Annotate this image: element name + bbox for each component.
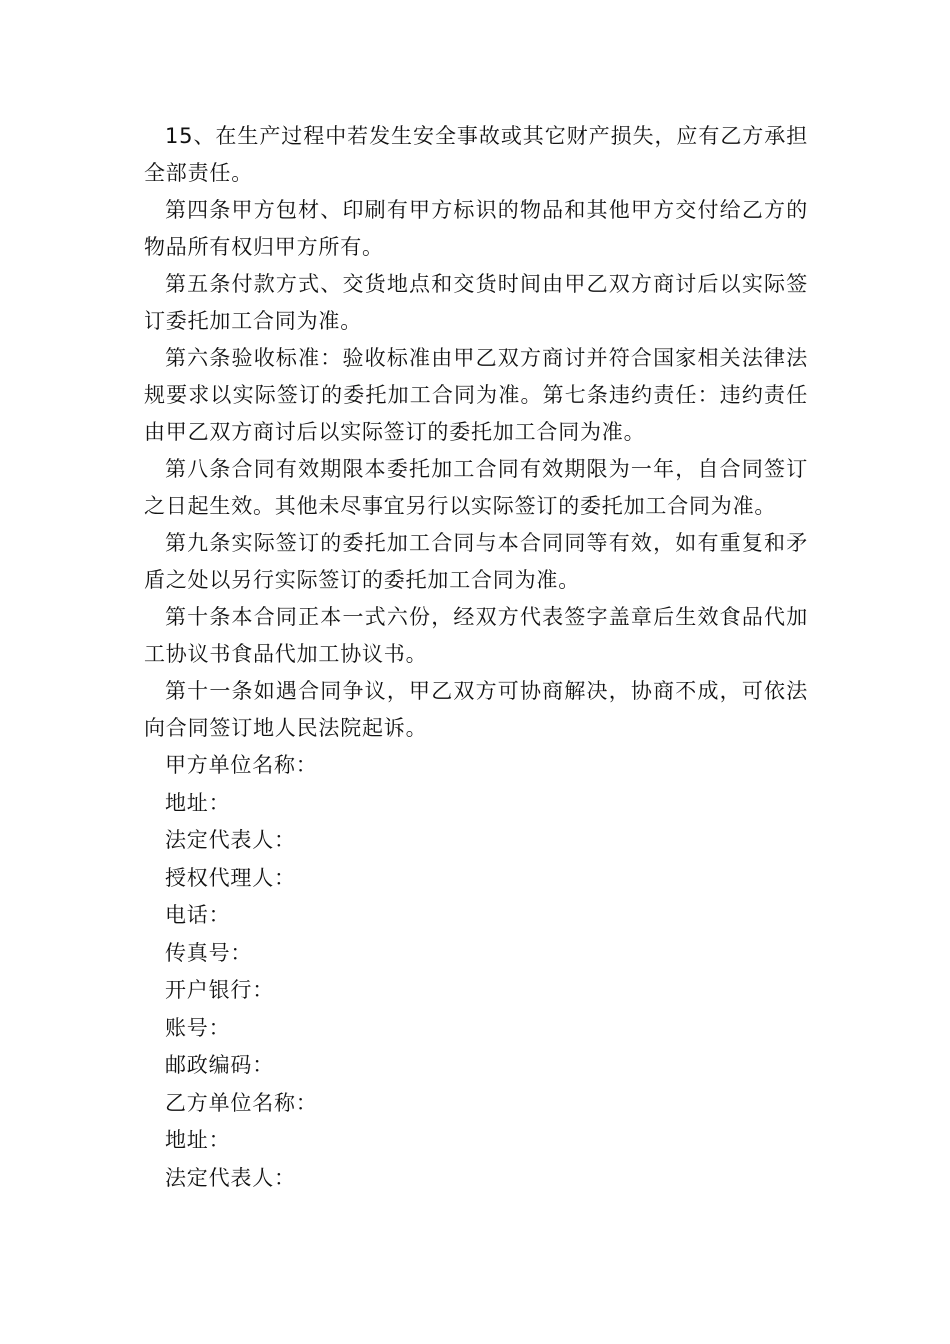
party-a-account-field: 账号： — [165, 1015, 231, 1040]
party-a-fax-field: 传真号： — [165, 940, 253, 965]
article-5-paragraph: 第五条付款方式、交货地点和交货时间由甲乙双方商讨后以实际签订委托加工合同为准。 — [144, 272, 808, 333]
party-a-legal-rep-field: 法定代表人： — [165, 828, 296, 852]
party-a-postcode-field: 邮政编码： — [165, 1053, 274, 1077]
article-4-paragraph: 第四条甲方包材、印刷有甲方标识的物品和其他甲方交付给乙方的物品所有权归甲方所有。 — [144, 198, 808, 259]
article-6-7-paragraph: 第六条验收标准：验收标准由甲乙双方商讨并符合国家相关法律法规要求以实际签订的委托加工合同为准。第七条违约责任：违约责任由甲乙双方商讨后以实际签订的委托加工合同为准。 — [144, 346, 808, 444]
document-body — [144, 118, 808, 1197]
article-8-paragraph: 第八条合同有效期限本委托加工合同有效期限为一年，自合同签订之日起生效。其他未尽事宜另行以实际签订的委托加工合同为准。 — [144, 457, 808, 518]
party-b-name-field: 乙方单位名称： — [165, 1090, 318, 1115]
clause-15-paragraph: 15、在生产过程中若发生安全事故或其它财产损失，应有乙方承担全部责任。 — [144, 124, 808, 185]
party-a-phone-field: 电话： — [165, 903, 231, 927]
article-9-paragraph: 第九条实际签订的委托加工合同与本合同同等有效，如有重复和矛盾之处以另行实际签订的委托加工合同为准。 — [144, 531, 808, 592]
party-a-agent-field: 授权代理人： — [165, 865, 296, 890]
article-10-paragraph: 第十条本合同正本一式六份，经双方代表签字盖章后生效食品代加工协议书食品代加工协议书。 — [144, 605, 808, 666]
party-b-legal-rep-field: 法定代表人： — [165, 1165, 296, 1190]
party-a-address-field: 地址： — [165, 790, 231, 815]
party-a-name-field: 甲方单位名称： — [165, 753, 318, 777]
article-11-paragraph: 第十一条如遇合同争议，甲乙双方可协商解决，协商不成，可依法向合同签订地人民法院起诉。 — [144, 679, 808, 740]
party-a-bank-field: 开户银行： — [165, 978, 274, 1002]
party-b-address-field: 地址： — [165, 1128, 231, 1152]
